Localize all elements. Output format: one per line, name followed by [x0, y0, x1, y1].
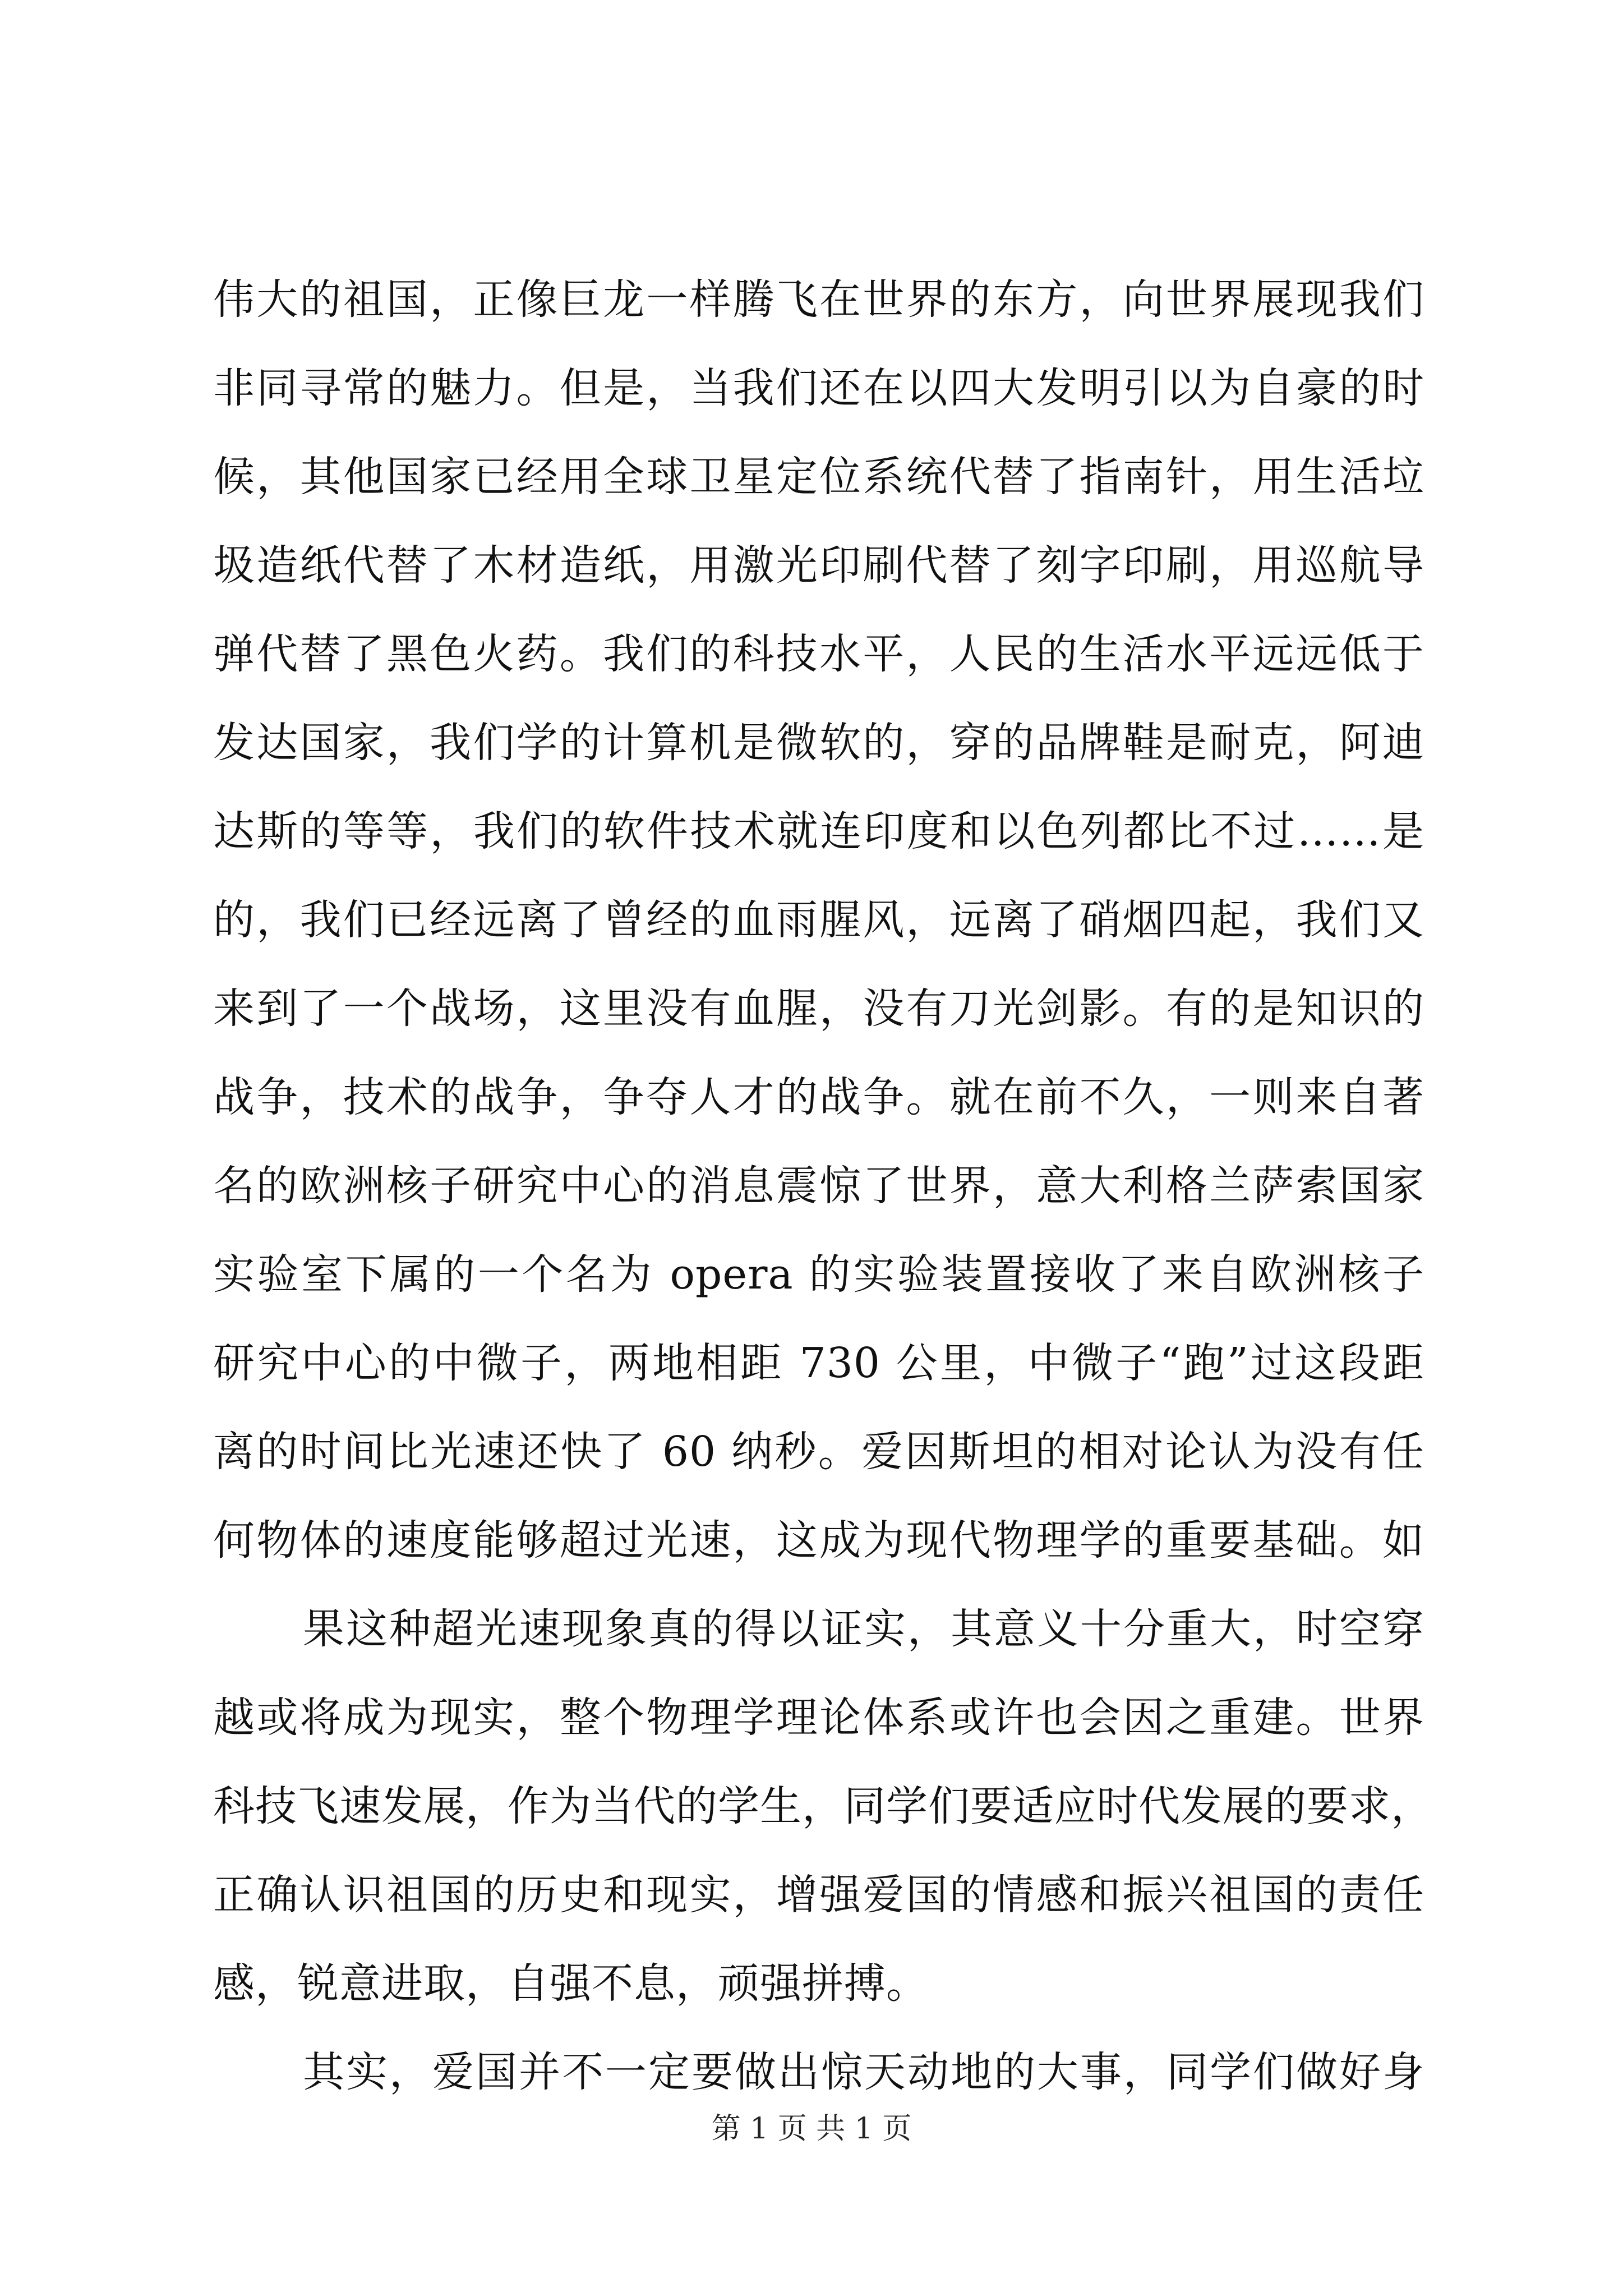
- text-line: 名的欧洲核子研究中心的消息震惊了世界，意大利格兰萨索国家: [213, 1162, 1424, 1210]
- text-line: 离的时间比光速还快了 60 纳秒。爱因斯坦的相对论认为没有任: [213, 1428, 1424, 1476]
- text-line: 科技飞速发展，作为当代的学生，同学们要适应时代发展的要求，: [213, 1782, 1433, 1830]
- text-line: 其实，爱国并不一定要做出惊天动地的大事，同学们做好身: [303, 2048, 1424, 2096]
- body-text: [213, 255, 1433, 2116]
- text-line: 非同寻常的魅力。但是，当我们还在以四大发明引以为自豪的时: [213, 364, 1424, 412]
- text-line: 正确认识祖国的历史和现实，增强爱国的情感和振兴祖国的责任: [213, 1871, 1424, 1919]
- text-line: 圾造纸代替了木材造纸，用激光印刷代替了刻字印刷，用巡航导: [213, 541, 1424, 590]
- text-line: 发达国家，我们学的计算机是微软的，穿的品牌鞋是耐克，阿迪: [213, 719, 1424, 767]
- text-line: 弹代替了黑色火药。我们的科技水平，人民的生活水平远远低于: [213, 630, 1424, 678]
- text-line: 来到了一个战场，这里没有血腥，没有刀光剑影。有的是知识的: [213, 984, 1424, 1033]
- text-line: 何物体的速度能够超过光速，这成为现代物理学的重要基础。如: [213, 1516, 1424, 1565]
- text-line: 感，锐意进取，自强不息，顽强拼搏。: [213, 1959, 928, 2008]
- text-line: 伟大的祖国，正像巨龙一样腾飞在世界的东方，向世界展现我们: [213, 275, 1424, 324]
- text-line: 的，我们已经远离了曾经的血雨腥风，远离了硝烟四起，我们又: [213, 896, 1424, 944]
- page-number-footer: 第 1 页 共 1 页: [711, 2112, 912, 2146]
- text-line: 越或将成为现实，整个物理学理论体系或许也会因之重建。世界: [213, 1694, 1424, 1742]
- text-line: 果这种超光速现象真的得以证实，其意义十分重大，时空穿: [303, 1605, 1424, 1653]
- text-line: 研究中心的中微子，两地相距 730 公里，中微子“跑”过这段距: [213, 1339, 1424, 1387]
- text-line: 战争，技术的战争，争夺人才的战争。就在前不久，一则来自著: [213, 1073, 1424, 1121]
- text-line: 候，其他国家已经用全球卫星定位系统代替了指南针，用生活垃: [213, 453, 1424, 501]
- text-line: 实验室下属的一个名为 opera 的实验装置接收了来自欧洲核子: [213, 1250, 1424, 1299]
- text-line: 达斯的等等，我们的软件技术就连印度和以色列都比不过……是: [213, 807, 1424, 855]
